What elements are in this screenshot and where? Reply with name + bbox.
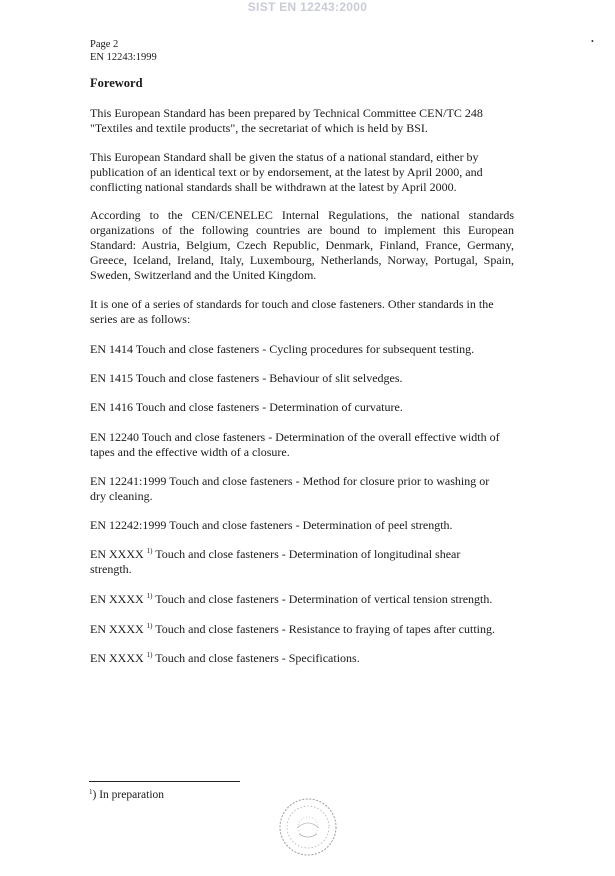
- standard-item: EN XXXX $^{1)}$ Touch and close fasteners - Specifications.: [90, 651, 360, 665]
- foreword-heading: Foreword: [90, 76, 143, 90]
- foreword-paragraph-2: This European Standard shall be given the status of a national standard, either by publication of an identical text or by endorsement, at the latest by April 2000, and conflicting national standards shall be withdrawn at the latest by April 2000.: [90, 150, 483, 194]
- footnote-mark: 1: [89, 788, 93, 796]
- page-header: [90, 38, 157, 64]
- official-seal-stamp: [277, 796, 339, 858]
- footnote-reference: 1): [146, 651, 153, 659]
- corner-tick-mark: •: [591, 37, 594, 46]
- standard-item: EN 12241:1999 Touch and close fasteners - Method for closure prior to washing or dry cleaning.: [90, 474, 490, 503]
- footnote-reference: 1): [146, 622, 153, 630]
- footnote: $^1$) In preparation: [89, 788, 165, 801]
- standard-item: EN XXXX $^{1)}$ Touch and close fasteners - Determination of longitudinal shear strength.: [90, 547, 461, 576]
- standard-item: EN 1416 Touch and close fasteners - Determination of curvature.: [90, 400, 403, 414]
- footnote-separator: [89, 781, 240, 782]
- footnote-reference: 1): [146, 592, 153, 600]
- footnote-reference: 1): [146, 547, 153, 555]
- document-id: EN 12243:1999: [90, 52, 157, 63]
- standard-item: EN XXXX $^{1)}$ Touch and close fasteners - Resistance to fraying of tapes after cutting.: [90, 622, 496, 636]
- standard-item: EN 1414 Touch and close fasteners - Cycling procedures for subsequent testing.: [90, 342, 475, 356]
- standard-item: EN 12242:1999 Touch and close fasteners - Determination of peel strength.: [90, 518, 453, 532]
- standard-item: EN XXXX $^{1)}$ Touch and close fasteners - Determination of vertical tension strength.: [90, 592, 493, 606]
- standard-item: EN 12240 Touch and close fasteners - Determination of the overall effective width of tapes and the effective width of a closure.: [90, 430, 500, 459]
- standard-item: EN 1415 Touch and close fasteners - Behaviour of slit selvedges.: [90, 371, 403, 385]
- foreword-paragraph-3: According to the CEN/CENELEC Internal Regulations, the national standards organizations of the following countries are bound to implement this European Standard: Austria, Belgium, Czech Republic, Denmark, Finland, France, Germany, Greece, Iceland, Ireland, Italy, Luxembourg, Netherlands, Norway, Portugal, Spain, Sweden, Switzerland and the United Kingdom.: [90, 208, 514, 282]
- watermark: SIST EN 12243:2000: [247, 0, 368, 14]
- foreword-paragraph-4: It is one of a series of standards for touch and close fasteners. Other standards in the series are as follows:: [90, 297, 494, 326]
- page-number: Page 2: [90, 39, 119, 50]
- foreword-paragraph-1: This European Standard has been prepared by Technical Committee CEN/TC 248 "Textiles and textile products", the secretariat of which is held by BSI.: [90, 106, 483, 135]
